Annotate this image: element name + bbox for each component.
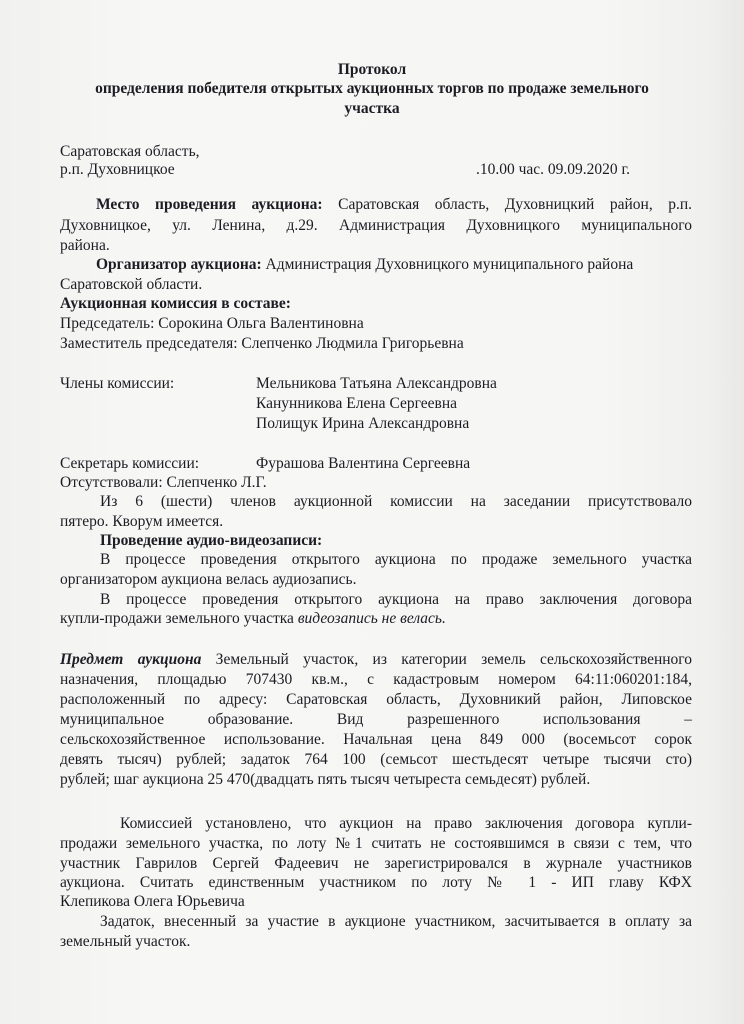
document-subtitle-line2: участка — [344, 100, 400, 117]
subject-line5: сельскохозяйственное использование. Начальная цена 849 000 (восемьсот сорок — [60, 731, 692, 748]
subject-line3: расположенный по адресу: Саратовская область, Духовникий район, Липовское — [60, 691, 692, 708]
document-datetime: .10.00 час. 09.09.2020 г. — [476, 161, 631, 178]
conclusion-line3: участник Гаврилов Сергей Фадеевич не зарегистрировался в журнале участников — [60, 855, 692, 872]
organizer-line1 — [96, 255, 633, 275]
quorum-line2: пятеро. Кворум имеется. — [60, 513, 224, 530]
conclusion-line4: аукциона. Считать единственным участником по лоту № 1 - ИП главу КФХ — [60, 874, 692, 891]
subject-line7: рублей; шаг аукциона 25 470(двадцать пять тысяч четыреста семьдесят) рублей. — [60, 771, 591, 788]
venue-line2: Духовницкое, ул. Ленина, д.29. Администрация Духовницкого муниципального — [60, 217, 692, 234]
organizer-text: Администрация Духовницкого муниципального района — [261, 256, 634, 273]
secretary-name: Фурашова Валентина Сергеевна — [256, 455, 471, 472]
venue-text: Саратовская область, Духовницкий район, р.п. — [322, 196, 692, 213]
commission-chair: Председатель: Сорокина Ольга Валентиновна — [60, 315, 364, 332]
recording-p2-line2 — [60, 609, 446, 629]
document-title: Протокол — [337, 61, 407, 78]
recording-p1-line1: В процессе проведения открытого аукциона по продаже земельного участка — [100, 551, 692, 568]
subject-line4: муниципальное образование. Вид разрешенного использования – — [60, 711, 692, 728]
location-region: Саратовская область, — [60, 143, 200, 160]
recording-p2-line1: В процессе проведения открытого аукциона на право заключения договора — [100, 591, 692, 608]
subject-label: Предмет аукциона — [60, 651, 202, 668]
deposit-line2: земельный участок. — [60, 933, 191, 950]
deposit-line1: Задаток, внесенный за участие в аукционе участником, засчитывается в оплату за — [100, 913, 692, 930]
secretary-label: Секретарь комиссии: — [60, 455, 200, 472]
members-label: Члены комиссии: — [60, 375, 175, 392]
location-town: р.п. Духовницкое — [60, 161, 175, 178]
venue-line3: района. — [60, 237, 110, 254]
subject-line1 — [60, 650, 692, 670]
member-item: Полищук Ирина Александровна — [256, 415, 470, 432]
member-item: Мельникова Татьяна Александровна — [256, 375, 497, 392]
recording-heading: Проведение аудио-видеозаписи: — [100, 532, 323, 549]
conclusion-line5: Клепикова Олега Юрьевича — [60, 893, 245, 910]
paper-edge-shadow — [708, 0, 744, 1024]
subject-line6: девять тысяч) рублей; задаток 764 100 (семьсот шестьдесят четыре тысячи сто) — [60, 751, 692, 768]
absent-line: Отсутствовали: Слепченко Л.Г. — [60, 474, 267, 491]
quorum-line1: Из 6 (шести) членов аукционной комиссии на заседании присутствовало — [100, 493, 692, 510]
subject-text: Земельный участок, из категории земель сельскохозяйственного — [201, 651, 693, 668]
commission-deputy: Заместитель председателя: Слепченко Людмила Григорьевна — [60, 335, 464, 352]
conclusion-line2: продажи земельного участка, по лоту №1 считать не состоявшимся в связи с тем, что — [60, 835, 692, 852]
member-item: Канунникова Елена Сергеевна — [256, 395, 458, 412]
recording-p1-line2: организатором аукциона велась аудиозапись. — [60, 571, 357, 588]
venue-line1 — [60, 195, 692, 215]
recording-p2-text: купли-продажи земельного участка — [60, 610, 298, 627]
commission-heading: Аукционная комиссия в составе: — [60, 295, 291, 312]
organizer-line2: Саратовской области. — [60, 276, 203, 293]
document-subtitle-line1: определения победителя открытых аукционных торгов по продаже земельного — [95, 80, 649, 97]
organizer-label: Организатор аукциона: — [96, 256, 262, 273]
venue-label: Место проведения аукциона: — [96, 196, 323, 213]
conclusion-line1: Комиссией установлено, что аукцион на право заключения договора купли- — [120, 815, 692, 832]
recording-p2-italic: видеозапись не велась. — [297, 610, 446, 627]
subject-line2: назначения, площадью 707430 кв.м., с кадастровым номером 64:11:060201:184, — [60, 671, 692, 688]
